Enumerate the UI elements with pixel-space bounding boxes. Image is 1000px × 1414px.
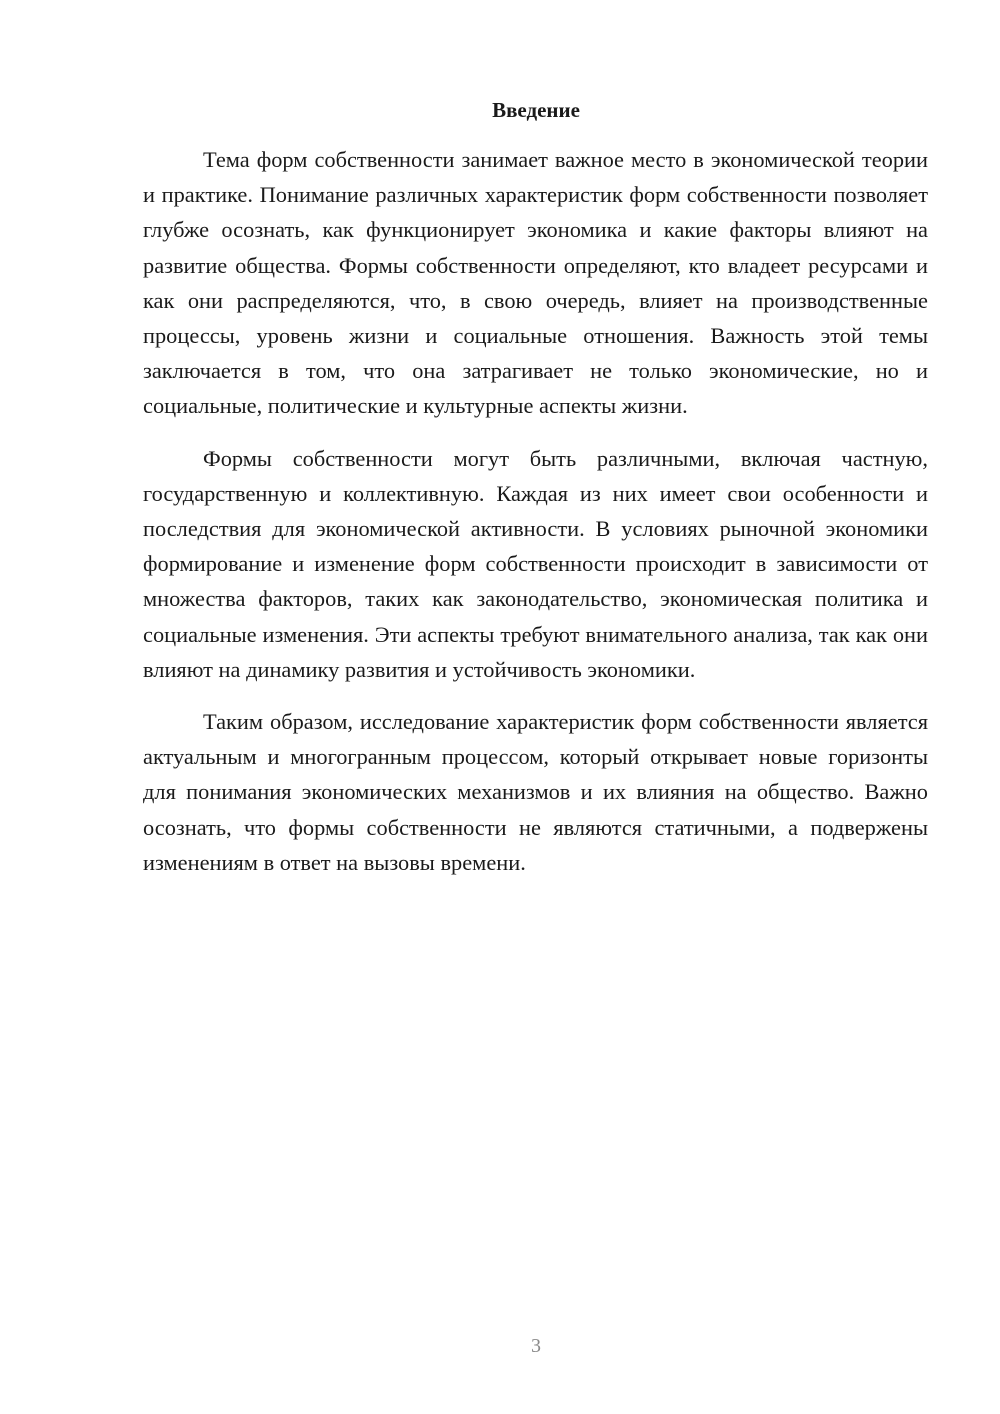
paragraph-1: Тема форм собственности занимает важное место в экономической теории и практике. Понимание различных характеристик форм собственности позволяет глубже осознать, как функционирует экономика и какие факторы влияют на развитие общества. Формы собственности определяют, кто владеет ресурсами и как они распределяются, что, в свою очередь, влияет на производственные процессы, уровень жизни и социальные отношения. Важность этой темы заключается в том, что она затрагивает не только экономические, но и социальные, политические и культурные аспекты жизни.	[143, 147, 928, 419]
page-number: 3	[531, 1335, 541, 1357]
paragraph-3: Таким образом, исследование характеристик форм собственности является актуальным и многогранным процессом, который открывает новые горизонты для понимания экономических механизмов и их влияния на общество. Важно осознать, что формы собственности не являются статичными, а подвержены изменениям в ответ на вызовы времени.	[143, 709, 928, 875]
section-heading: Введение	[492, 98, 580, 122]
body-text	[143, 142, 928, 880]
paragraph-2: Формы собственности могут быть различными, включая частную, государственную и коллективную. Каждая из них имеет свои особенности и последствия для экономической активности. В условиях рыночной экономики формирование и изменение форм собственности происходит в зависимости от множества факторов, таких как законодательство, экономическая политика и социальные изменения. Эти аспекты требуют внимательного анализа, так как они влияют на динамику развития и устойчивость экономики.	[143, 445, 928, 682]
